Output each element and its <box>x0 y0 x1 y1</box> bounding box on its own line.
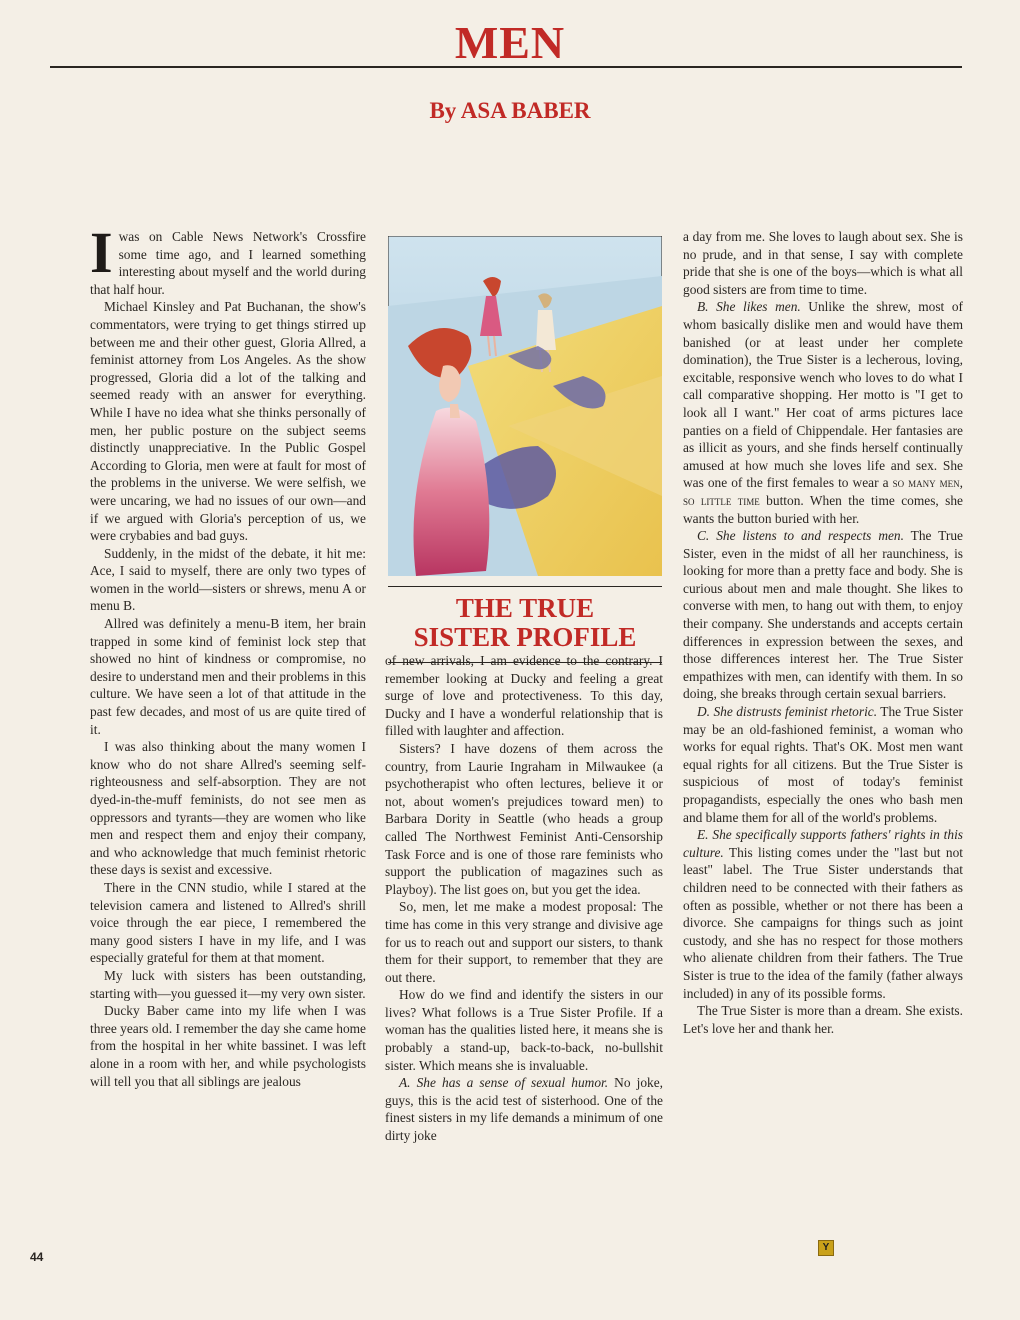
paragraph: So, men, let me make a modest proposal: The time has come in this very strange and divisive age for us to reach out and support our sisters, to thank them for their support, to remember that they are out there. <box>385 899 663 985</box>
article-column-1 <box>90 228 366 1308</box>
paragraph <box>683 826 963 1002</box>
sidebar-title-line: SISTER PROFILE <box>413 622 637 652</box>
paragraph: There in the CNN studio, while I stared at the television camera and listened to Allred's shrill voice through the ear piece, I remembered the many good sisters I have in my life, and I was especially grateful for them at that moment. <box>90 879 366 966</box>
paragraph-text: No joke, guys, this is the acid test of sisterhood. One of the finest sisters in my life demands a minimum of one dirty joke <box>385 1075 663 1144</box>
paragraph <box>683 527 963 703</box>
list-heading: E. She specifically supports fathers' rights in this culture. <box>683 827 963 860</box>
paragraph-text: The True Sister, even in the midst of all her raunchiness, is looking for more than a pretty face and body. She is curious about men and male thought. She likes to converse with men, to hang out with them, to enjoy their company. She understands and accepts certain differences in expression between the sexes, and those differences interest her. The True Sister empathizes with men, can identify with them. In so doing, she breaks through certain sexual barriers. <box>683 528 963 702</box>
paragraph: Michael Kinsley and Pat Buchanan, the show's commentators, were trying to get things stirred up between me and their other guest, Gloria Allred, a feminist attorney from Los Angeles. As the show progressed, Gloria did a lot of the talking and seemed ready with an answer for everything. While I have no idea what she thinks personally of men, her public posture on the subject seems distinctly unappreciative. In the Public Gospel According to Gloria, men were at fault for most of the problems in the universe. We were selfish, we were uncaring, we had no issues of our own—and if we argued with Gloria's perception of us, we were crybabies and bad guys. <box>90 299 366 544</box>
drop-cap: I <box>90 228 113 285</box>
paragraph <box>385 1074 663 1144</box>
paragraph <box>683 298 963 527</box>
paragraph-text: The True Sister may be an old-fashioned feminist, a woman who works for equal rights. That's OK. Most men want equal rights for all citizens. But the True Sister is suspicious of most of today's feminist propagandists, especially the ones who bash men and blame them for all of the world's problems. <box>683 704 963 825</box>
paragraph: My luck with sisters has been outstanding, starting with—you guessed it—my very own sister. <box>90 967 366 1001</box>
button-slogan: so many men, so little time <box>683 475 963 508</box>
paragraph: Suddenly, in the midst of the debate, it hit me: Ace, I said to myself, there are only two types of women in the world—sisters or shrews, menu A or menu B. <box>90 545 366 614</box>
list-heading: C. She listens to and respects men. <box>697 528 904 544</box>
header-rule <box>50 66 962 68</box>
paragraph: Allred was definitely a menu-B item, her brain trapped in some kind of feminist lock step that showed no hint of kindness or compromise, no desire to understand men and their problems in this culture. We have seen a lot of that attitude in the past few decades, and most of us are quite tired of it. <box>90 616 366 737</box>
paragraph: a day from me. She loves to laugh about sex. She is no prude, and in that sense, I say with complete pride that she is one of the boys—which is what all good sisters are from time to time. <box>683 229 963 297</box>
paragraph: How do we find and identify the sisters in our lives? What follows is a True Sister Profile. If a woman has the qualities listed here, it means she is probably a stand-up, back-to-back, no-bullshit sister. Which means she is invaluable. <box>385 987 663 1073</box>
illustration <box>388 236 662 576</box>
page-number: 44 <box>30 1250 44 1264</box>
byline: By ASA BABER <box>429 98 591 123</box>
sidebar-title-line: THE TRUE <box>455 593 595 623</box>
article-column-2 <box>385 652 663 1252</box>
paragraph-text: button. When the time comes, she wants the button buried with her. <box>683 492 963 526</box>
paragraph-text: Unlike the shrew, most of whom basically dislike men and would have them banished (or at least under her complete domination), the True Sister is a lecherous, loving, excitable, responsive wench who loves to do what I call comparative shopping. Her motto is "I get to look all I want." Her coat of arms pictures lace panties on a field of Chippendale. Her fantasies are as illicit as yours, and she finds herself continually amused at how much she loves life and sex. She was one of the first females to wear a <box>683 299 963 491</box>
sidebar-title <box>388 594 662 652</box>
paragraph: of new arrivals, I am evidence to the contrary. I remember looking at Ducky and feeling a great surge of love and protectiveness. To this day, Ducky and I have a wonderful relationship that is filled with laughter and affection. <box>385 653 663 739</box>
list-heading: A. She has a sense of sexual humor. <box>399 1075 609 1091</box>
paragraph: Ducky Baber came into my life when I was three years old. I remember the day she came home from the hospital in her white bassinet. I was left alone in a room with her, and while psychologists will tell you that all siblings are jealous <box>90 1003 366 1089</box>
article-column-3 <box>683 228 963 1268</box>
end-mark-icon: Y <box>818 1240 834 1256</box>
list-heading: D. She distrusts feminist rhetoric. <box>697 704 878 720</box>
list-heading: B. She likes men. <box>697 299 801 315</box>
paragraph: Sisters? I have dozens of them across the country, from Laurie Ingraham in Milwaukee (a psychotherapist who often lectures, believe it or not, about women's prejudices toward men) to Barbara Dority in Seattle (who heads a group called The Northwest Feminist Anti-Censorship Task Force and is one of those rare feminists who support the publication of magazines such as Playboy). The list goes on, but you get the idea. <box>385 740 663 897</box>
paragraph-text: This listing comes under the "last but not least" label. The True Sister understands that children need to be connected with their fathers as often as possible, whether or not there has been a divorce. She campaigns for things such as joint custody, and she has no respect for those mothers who alienate children from their fathers. The True Sister is true to the idea of the family (father always included) in any of its possible forms. <box>683 844 963 1001</box>
paragraph-text: was on Cable News Network's Crossfire some time ago, and I learned something interesting about myself and the world during that half hour. <box>90 229 366 297</box>
section-title: MEN <box>454 17 566 68</box>
paragraph: I was also thinking about the many women I know who do not share Allred's seeming self-righteousness and self-absorption. They are not dyed-in-the-muff feminists, do not see men as oppressors and tyrants—they are women who like men and respect them and enjoy their company, and who acknowledge that much feminist rhetoric these days is sexist and excessive. <box>90 739 366 878</box>
paragraph: The True Sister is more than a dream. She exists. Let's love her and thank her. <box>683 1003 963 1036</box>
paragraph <box>683 703 963 826</box>
paragraph <box>90 228 366 298</box>
sidebar-rule-top <box>388 586 662 587</box>
